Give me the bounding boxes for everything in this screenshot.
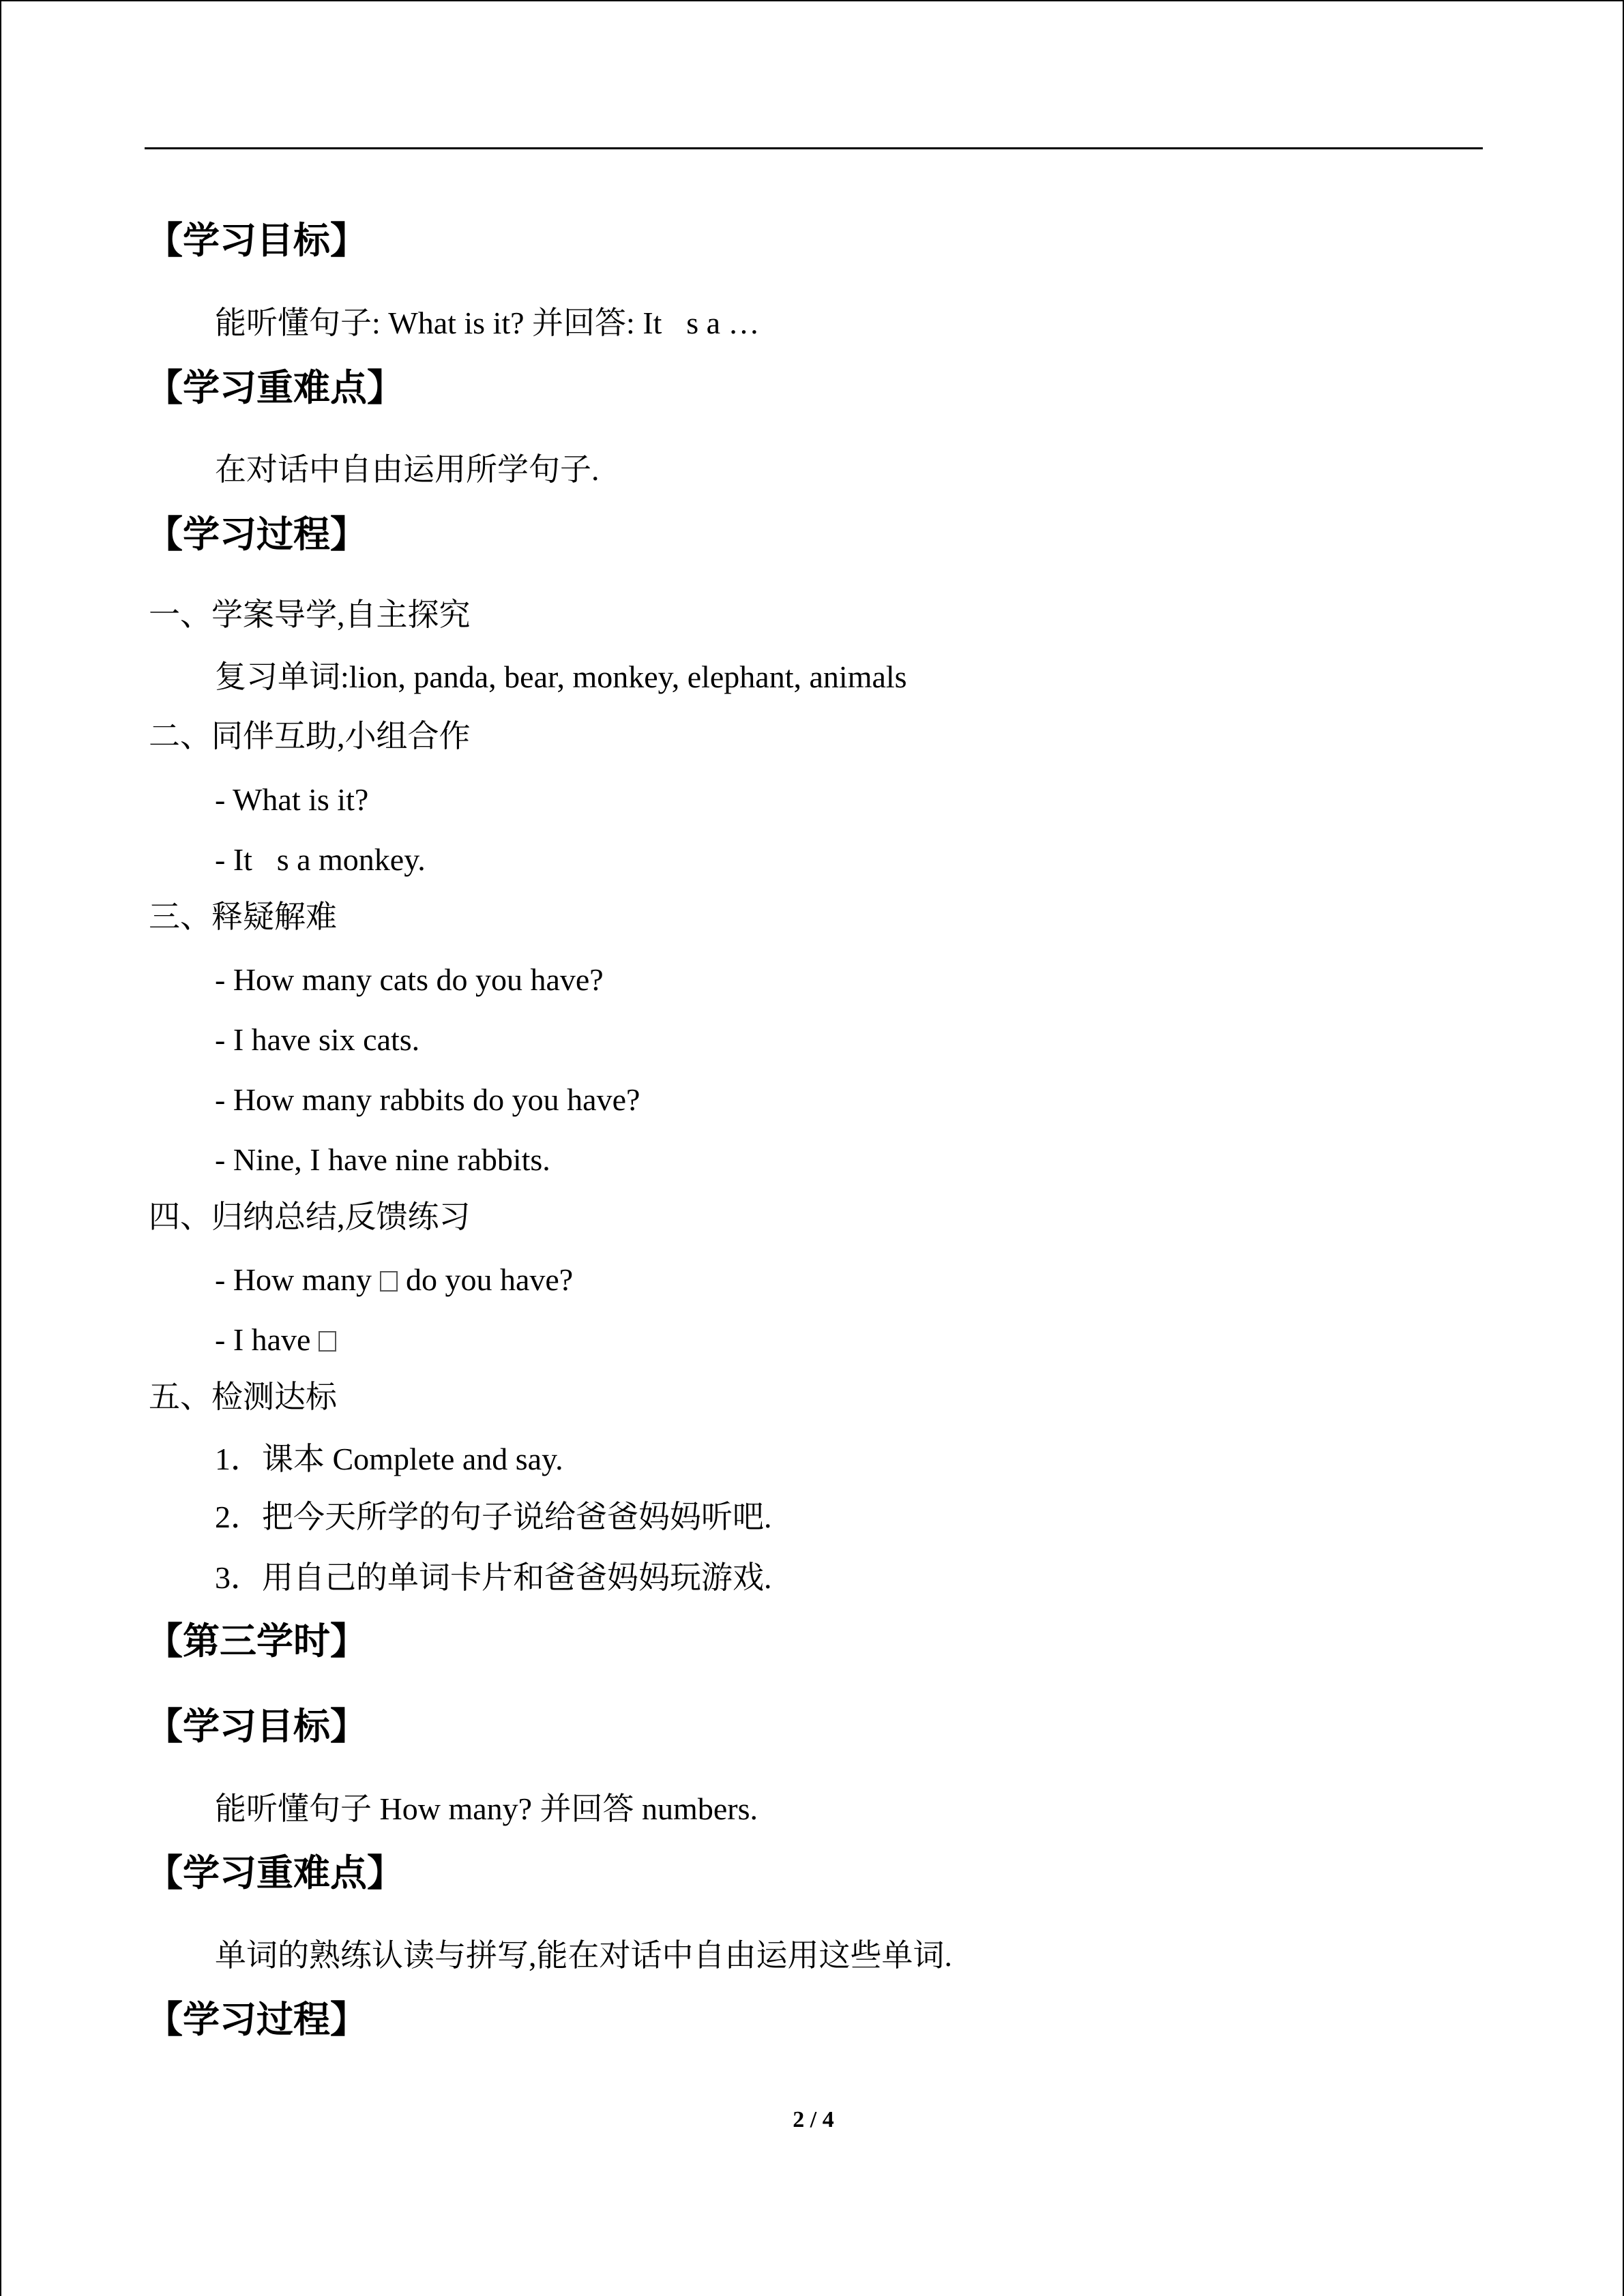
page-number: 2 / 4 [793,2107,834,2132]
heading-key-points-2: 【学习重难点】 [146,1851,404,1894]
section-3-line: - How many cats do you have? [215,962,604,997]
section-4-line-1-start: - How many [215,1262,372,1297]
key-points-2-text: 单词的熟练认读与拼写,能在对话中自由运用这些单词. [215,1938,952,1973]
section-5-title: 五、检测达标 [149,1380,337,1414]
section-5-item: 3．用自己的单词卡片和爸爸妈妈玩游戏. [215,1560,772,1595]
key-points-text: 在对话中自由运用所学句子. [215,452,600,487]
section-5-item: 1．课本 Complete and say. [215,1442,563,1476]
heading-learning-process-2: 【学习过程】 [146,1998,367,2041]
section-3-title: 三、释疑解难 [149,899,337,934]
section-3-line: - I have six cats. [215,1022,420,1057]
heading-learning-process: 【学习过程】 [146,513,367,556]
section-1-title: 一、学案导学,自主探究 [149,597,471,632]
heading-learning-goals-2: 【学习目标】 [146,1705,367,1748]
heading-learning-goals: 【学习目标】 [146,219,367,262]
section-4-line-2-start: - I have [215,1322,311,1357]
heading-third-lesson: 【第三学时】 [146,1620,367,1663]
section-4-line-2 [215,1324,344,1356]
section-2-title: 二、同伴互助,小组合作 [149,719,471,754]
learning-goals-text: 能听懂句子: What is it? 并回答: It s a … [215,305,760,340]
section-3-line: - How many rabbits do you have? [215,1082,640,1117]
learning-goals-2-text: 能听懂句子 How many? 并回答 numbers. [215,1791,758,1826]
section-4-line-1 [215,1264,573,1296]
blank-box-icon [319,1331,336,1352]
section-4-title: 四、归纳总结,反馈练习 [149,1199,471,1234]
section-2-line: - It s a monkey. [215,842,426,877]
section-4-line-1-end: do you have? [405,1262,574,1297]
blank-box-icon [380,1271,398,1292]
section-5-item: 2．把今天所学的句子说给爸爸妈妈听吧. [215,1500,772,1534]
header-rule [145,147,1483,149]
section-1-text: 复习单词:lion, panda, bear, monkey, elephant, animals [215,659,907,694]
section-2-line: - What is it? [215,782,369,817]
section-3-line: - Nine, I have nine rabbits. [215,1142,550,1177]
heading-key-points: 【学习重难点】 [146,366,404,409]
